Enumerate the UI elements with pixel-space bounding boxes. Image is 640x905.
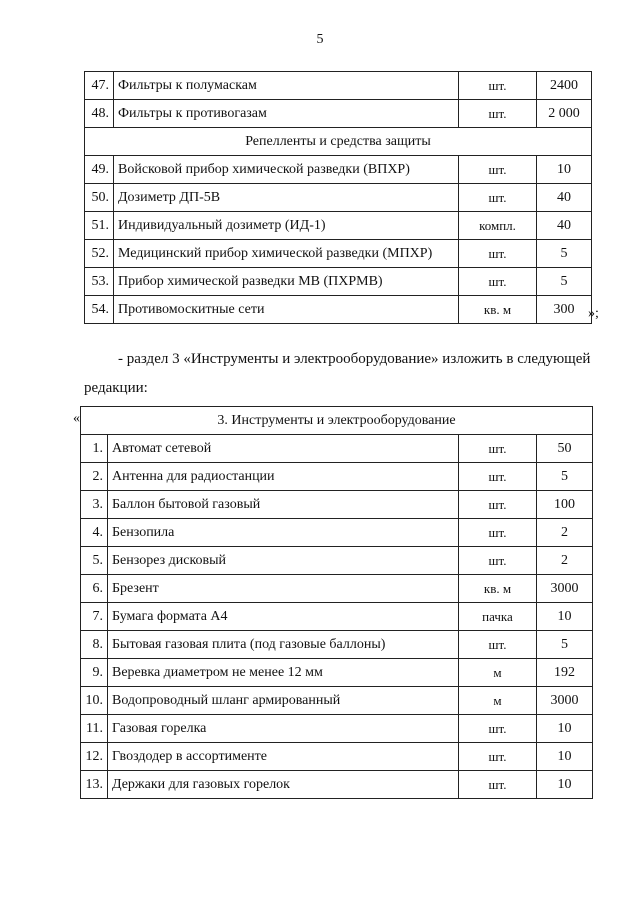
table-row bbox=[81, 519, 593, 547]
item-quantity: 2 bbox=[537, 519, 593, 547]
row-number: 13. bbox=[81, 771, 108, 799]
item-unit: шт. bbox=[459, 435, 537, 463]
item-quantity: 100 bbox=[537, 491, 593, 519]
item-name: Войсковой прибор химической разведки (ВПХР) bbox=[114, 156, 459, 184]
equipment-table-part1 bbox=[84, 71, 592, 324]
item-unit: шт. bbox=[459, 156, 537, 184]
row-number: 49. bbox=[85, 156, 114, 184]
item-name: Дозиметр ДП-5В bbox=[114, 184, 459, 212]
table-row bbox=[81, 631, 593, 659]
row-number: 51. bbox=[85, 212, 114, 240]
table-row bbox=[85, 184, 592, 212]
item-quantity: 2 000 bbox=[537, 100, 592, 128]
closing-quote: »; bbox=[588, 306, 599, 321]
item-quantity: 10 bbox=[537, 771, 593, 799]
row-number: 1. bbox=[81, 435, 108, 463]
item-quantity: 192 bbox=[537, 659, 593, 687]
item-unit: шт. bbox=[459, 547, 537, 575]
item-quantity: 2400 bbox=[537, 72, 592, 100]
item-quantity: 50 bbox=[537, 435, 593, 463]
row-number: 3. bbox=[81, 491, 108, 519]
row-number: 47. bbox=[85, 72, 114, 100]
item-unit: шт. bbox=[459, 184, 537, 212]
table-row bbox=[85, 72, 592, 100]
table-row bbox=[85, 100, 592, 128]
item-name: Фильтры к полумаскам bbox=[114, 72, 459, 100]
table1-rows-before bbox=[85, 72, 592, 128]
item-name: Держаки для газовых горелок bbox=[108, 771, 459, 799]
table-row bbox=[85, 212, 592, 240]
item-name: Брезент bbox=[108, 575, 459, 603]
item-name: Фильтры к противогазам bbox=[114, 100, 459, 128]
item-name: Бензорез дисковый bbox=[108, 547, 459, 575]
row-number: 9. bbox=[81, 659, 108, 687]
table-row bbox=[81, 463, 593, 491]
item-quantity: 10 bbox=[537, 715, 593, 743]
page-number: 5 bbox=[316, 32, 324, 47]
item-quantity: 5 bbox=[537, 631, 593, 659]
item-name: Веревка диаметром не менее 12 мм bbox=[108, 659, 459, 687]
section-title-tools: 3. Инструменты и электрооборудование bbox=[81, 407, 593, 435]
item-quantity: 3000 bbox=[537, 575, 593, 603]
table1-section bbox=[85, 128, 592, 156]
item-unit: компл. bbox=[459, 212, 537, 240]
item-quantity: 5 bbox=[537, 240, 592, 268]
item-quantity: 10 bbox=[537, 743, 593, 771]
table2-rows bbox=[81, 435, 593, 799]
table-row bbox=[81, 659, 593, 687]
item-name: Противомоскитные сети bbox=[114, 296, 459, 324]
table-row bbox=[81, 743, 593, 771]
row-number: 53. bbox=[85, 268, 114, 296]
table1-rows-after bbox=[85, 156, 592, 324]
equipment-table-section3 bbox=[80, 406, 593, 799]
table-row bbox=[85, 240, 592, 268]
table-row bbox=[81, 687, 593, 715]
section-title-repellents: Репелленты и средства защиты bbox=[85, 128, 592, 156]
item-unit: кв. м bbox=[459, 575, 537, 603]
row-number: 5. bbox=[81, 547, 108, 575]
row-number: 52. bbox=[85, 240, 114, 268]
opening-quote: « bbox=[73, 411, 80, 426]
item-unit: шт. bbox=[459, 72, 537, 100]
item-quantity: 2 bbox=[537, 547, 593, 575]
item-name: Баллон бытовой газовый bbox=[108, 491, 459, 519]
item-name: Гвоздодер в ассортименте bbox=[108, 743, 459, 771]
row-number: 54. bbox=[85, 296, 114, 324]
row-number: 10. bbox=[81, 687, 108, 715]
item-unit: шт. bbox=[459, 771, 537, 799]
item-unit: шт. bbox=[459, 240, 537, 268]
item-quantity: 40 bbox=[537, 184, 592, 212]
row-number: 48. bbox=[85, 100, 114, 128]
item-name: Бумага формата А4 bbox=[108, 603, 459, 631]
item-quantity: 3000 bbox=[537, 687, 593, 715]
row-number: 6. bbox=[81, 575, 108, 603]
item-name: Антенна для радиостанции bbox=[108, 463, 459, 491]
item-unit: шт. bbox=[459, 631, 537, 659]
table-row bbox=[81, 715, 593, 743]
item-unit: шт. bbox=[459, 491, 537, 519]
row-number: 50. bbox=[85, 184, 114, 212]
item-name: Автомат сетевой bbox=[108, 435, 459, 463]
item-quantity: 10 bbox=[537, 603, 593, 631]
item-unit: шт. bbox=[459, 100, 537, 128]
item-quantity: 5 bbox=[537, 268, 592, 296]
item-name: Бензопила bbox=[108, 519, 459, 547]
item-unit: кв. м bbox=[459, 296, 537, 324]
item-unit: шт. bbox=[459, 715, 537, 743]
section-row bbox=[85, 128, 592, 156]
item-name: Прибор химической разведки МВ (ПХРМВ) bbox=[114, 268, 459, 296]
item-unit: пачка bbox=[459, 603, 537, 631]
item-unit: шт. bbox=[459, 743, 537, 771]
table2-header bbox=[81, 407, 593, 435]
item-unit: шт. bbox=[459, 463, 537, 491]
table-row bbox=[85, 296, 592, 324]
table-row bbox=[81, 771, 593, 799]
item-unit: шт. bbox=[459, 268, 537, 296]
row-number: 11. bbox=[81, 715, 108, 743]
paragraph-line-2: редакции: bbox=[84, 380, 148, 396]
item-unit: шт. bbox=[459, 519, 537, 547]
row-number: 4. bbox=[81, 519, 108, 547]
table-row bbox=[85, 156, 592, 184]
row-number: 12. bbox=[81, 743, 108, 771]
item-name: Медицинский прибор химической разведки (МПХР) bbox=[114, 240, 459, 268]
item-name: Бытовая газовая плита (под газовые баллоны) bbox=[108, 631, 459, 659]
item-quantity: 5 bbox=[537, 463, 593, 491]
item-name: Газовая горелка bbox=[108, 715, 459, 743]
item-unit: м bbox=[459, 659, 537, 687]
section-row bbox=[81, 407, 593, 435]
table-row bbox=[81, 547, 593, 575]
item-quantity: 40 bbox=[537, 212, 592, 240]
table-row bbox=[81, 491, 593, 519]
paragraph-line-1: - раздел 3 «Инструменты и электрооборудование» изложить в следующей bbox=[118, 351, 591, 367]
row-number: 7. bbox=[81, 603, 108, 631]
item-name: Водопроводный шланг армированный bbox=[108, 687, 459, 715]
item-name: Индивидуальный дозиметр (ИД-1) bbox=[114, 212, 459, 240]
item-unit: м bbox=[459, 687, 537, 715]
table-row bbox=[81, 435, 593, 463]
table-row bbox=[81, 575, 593, 603]
item-quantity: 300 bbox=[537, 296, 592, 324]
row-number: 2. bbox=[81, 463, 108, 491]
table-row bbox=[81, 603, 593, 631]
row-number: 8. bbox=[81, 631, 108, 659]
item-quantity: 10 bbox=[537, 156, 592, 184]
table-row bbox=[85, 268, 592, 296]
